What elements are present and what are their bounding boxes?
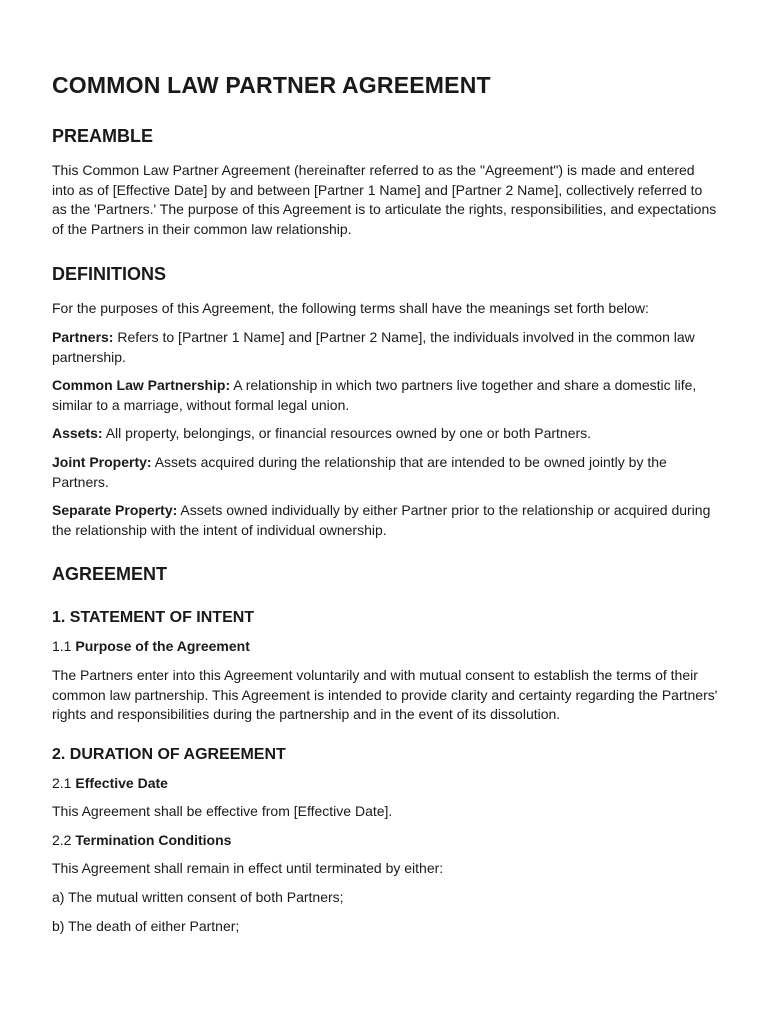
section-2-heading: 2. DURATION OF AGREEMENT	[52, 745, 286, 763]
definition-term: Joint Property:	[52, 453, 152, 470]
definition-text: Refers to [Partner 1 Name] and [Partner 2 Name], the individuals involved in the common law partnership.	[52, 328, 695, 365]
definition-item	[52, 453, 718, 492]
definitions-heading: DEFINITIONS	[52, 264, 167, 285]
section-1-heading: 1. STATEMENT OF INTENT	[52, 609, 255, 627]
subsection-title: Effective Date	[75, 774, 168, 791]
definition-text: Assets acquired during the relationship that are intended to be owned jointly by the Partners.	[52, 453, 667, 490]
definition-term: Assets:	[52, 425, 103, 442]
subsection-2-1-text: This Agreement shall be effective from [Effective Date].	[52, 803, 393, 820]
subsection-number: 2.1	[52, 774, 76, 791]
list-item: a) The mutual written consent of both Partners;	[52, 889, 344, 906]
definition-text: Assets owned individually by either Partner prior to the relationship or acquired during the relationship with the intent of individual ownership.	[52, 502, 711, 538]
subsection-2-2	[52, 831, 718, 851]
subsection-number: 2.2	[52, 831, 76, 848]
definition-item	[52, 424, 718, 444]
subsection-1-1	[52, 637, 718, 657]
subsection-2-2-text: This Agreement shall remain in effect until terminated by either:	[52, 860, 444, 877]
definition-text: All property, belongings, or financial resources owned by one or both Partners.	[102, 425, 592, 442]
list-item: b) The death of either Partner;	[52, 917, 240, 934]
subsection-1-1-text: The Partners enter into this Agreement voluntarily and with mutual consent to establish the terms of their common law partnership. This Agreement is intended to provide clarity and certainty regarding the Partners' rights and responsibilities during the partnership and in the event of its dissolution.	[52, 666, 718, 723]
agreement-heading: AGREEMENT	[52, 564, 168, 585]
preamble-heading: PREAMBLE	[52, 126, 154, 146]
document-title: COMMON LAW PARTNER AGREEMENT	[52, 72, 491, 98]
definition-item	[52, 501, 718, 540]
definition-item	[52, 376, 718, 415]
definition-term: Common Law Partnership:	[52, 377, 231, 394]
definition-item	[52, 328, 718, 367]
subsection-title: Termination Conditions	[75, 831, 232, 848]
definition-term: Partners:	[52, 328, 114, 345]
subsection-number: 1.1	[52, 638, 76, 655]
definitions-intro: For the purposes of this Agreement, the following terms shall have the meanings set forth below:	[52, 300, 649, 317]
subsection-2-1	[52, 774, 718, 794]
definition-text: A relationship in which two partners live together and share a domestic life, similar to a marriage, without formal legal union.	[52, 377, 697, 413]
subsection-title: Purpose of the Agreement	[75, 638, 250, 655]
preamble-text: This Common Law Partner Agreement (hereinafter referred to as the "Agreement") is made and entered into as of [Effective Date] by and between [Partner 1 Name] and [Partner 2 Name], collectively referred to as the 'Partners.' The purpose of this Agreement is to articulate the rights, responsibilities, and expectations of the Partners in their common law relationship.	[52, 162, 717, 237]
definition-term: Separate Property:	[52, 502, 178, 519]
